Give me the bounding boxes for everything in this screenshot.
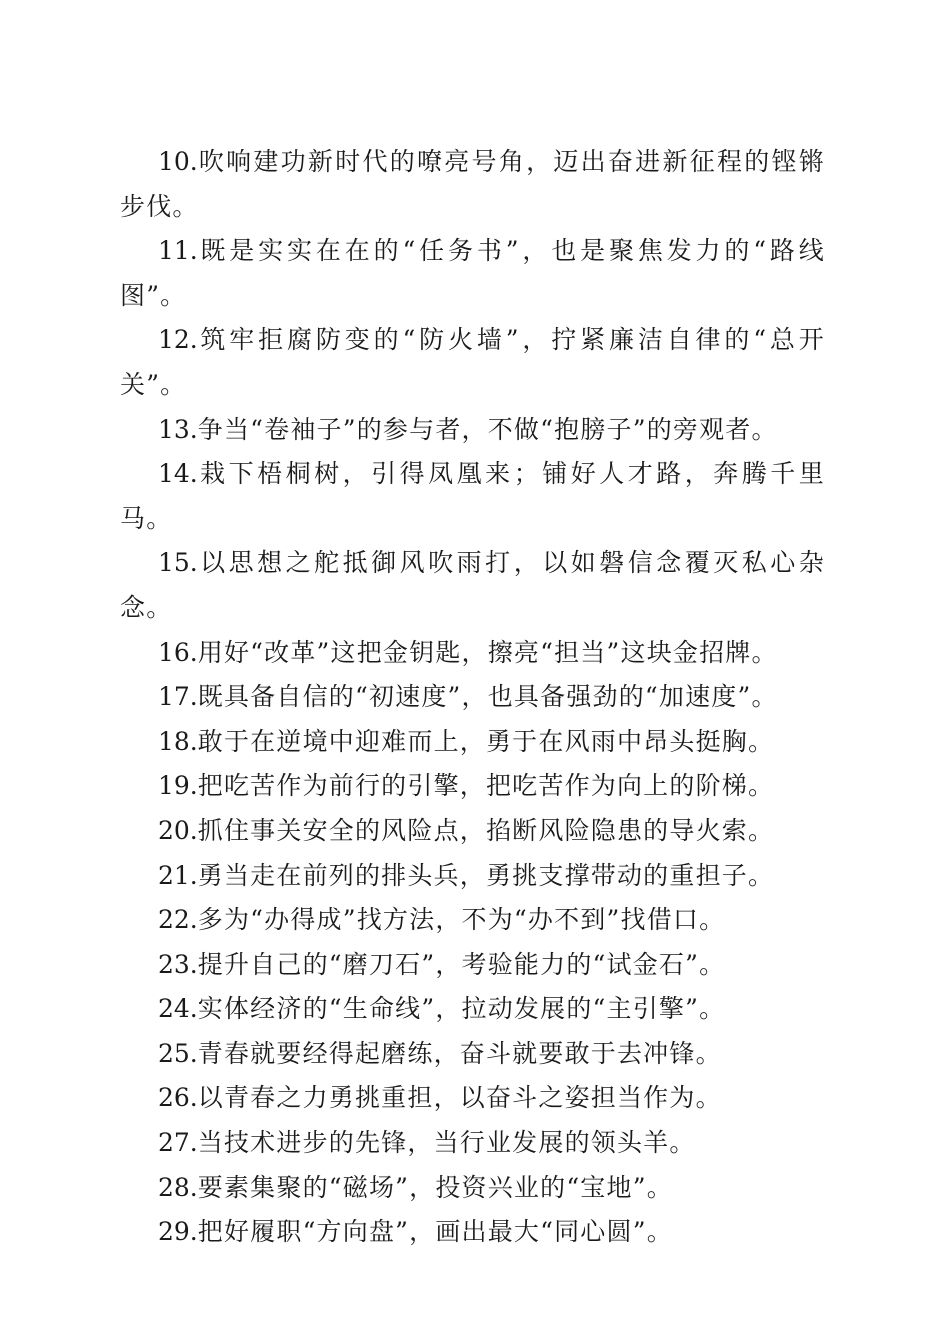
item-number: 17.	[158, 682, 198, 712]
item-number: 22.	[158, 905, 198, 935]
item-text: 吹响建功新时代的嘹亮号角，迈出奋进新征程的铿锵步伐。	[120, 147, 825, 221]
item-text: 当技术进步的先锋，当行业发展的领头羊。	[197, 1128, 696, 1158]
item-number: 10.	[158, 147, 198, 176]
item-text: 筑牢拒腐防变的“防火墙”，拧紧廉洁自律的“总开关”。	[120, 325, 825, 399]
list-item	[120, 1032, 825, 1077]
item-text: 要素集聚的“磁场”，投资兴业的“宝地”。	[197, 1172, 673, 1202]
item-number: 25.	[158, 1038, 198, 1068]
item-number: 23.	[158, 949, 198, 979]
list-item	[120, 987, 825, 1032]
list-item	[120, 898, 825, 943]
list-item	[120, 140, 825, 229]
list-item	[120, 675, 825, 720]
item-number: 26.	[158, 1083, 198, 1113]
item-text: 以青春之力勇挑重担，以奋斗之姿担当作为。	[197, 1083, 722, 1113]
list-item	[120, 229, 825, 318]
item-number: 16.	[158, 637, 198, 667]
item-text: 既是实实在在的“任务书”，也是聚焦发力的“路线图”。	[120, 236, 825, 310]
item-text: 栽下梧桐树，引得凤凰来；铺好人才路，奔腾千里马。	[120, 459, 825, 533]
item-number: 20.	[158, 815, 198, 845]
item-text: 提升自己的“磨刀石”，考验能力的“试金石”。	[197, 949, 726, 979]
list-item	[120, 318, 825, 407]
item-text: 实体经济的“生命线”，拉动发展的“主引擎”。	[197, 994, 726, 1024]
list-item	[120, 809, 825, 854]
list-item	[120, 1076, 825, 1121]
item-text: 勇当走在前列的排头兵，勇挑支撑带动的重担子。	[197, 860, 775, 890]
item-number: 24.	[158, 994, 198, 1024]
list-item	[120, 943, 825, 988]
list-item	[120, 1166, 825, 1211]
item-text: 以思想之舵抵御风吹雨打，以如磐信念覆灭私心杂念。	[120, 548, 825, 622]
list-item	[120, 452, 825, 541]
item-number: 27.	[158, 1128, 198, 1158]
list-item	[120, 1210, 825, 1255]
item-text: 把好履职“方向盘”，画出最大“同心圆”。	[197, 1217, 673, 1247]
item-text: 多为“办得成”找方法，不为“办不到”找借口。	[197, 905, 726, 935]
list-item	[120, 1121, 825, 1166]
item-text: 敢于在逆境中迎难而上，勇于在风雨中昂头挺胸。	[197, 726, 775, 756]
list-item	[120, 854, 825, 899]
item-text: 青春就要经得起磨练，奋斗就要敢于去冲锋。	[197, 1038, 722, 1068]
list-item	[120, 541, 825, 630]
item-number: 28.	[158, 1172, 198, 1202]
item-number: 19.	[158, 771, 198, 801]
list-item	[120, 720, 825, 765]
item-number: 13.	[158, 414, 198, 444]
slogan-list	[120, 140, 825, 1255]
item-text: 争当“卷袖子”的参与者，不做“抱膀子”的旁观者。	[197, 414, 778, 444]
list-item	[120, 764, 825, 809]
item-text: 抓住事关安全的风险点，掐断风险隐患的导火索。	[197, 815, 775, 845]
item-number: 14.	[158, 459, 198, 489]
list-item	[120, 408, 825, 453]
item-number: 29.	[158, 1217, 198, 1247]
item-number: 18.	[158, 726, 198, 756]
item-number: 15.	[158, 548, 198, 578]
item-text: 既具备自信的“初速度”，也具备强劲的“加速度”。	[197, 682, 778, 712]
item-text: 用好“改革”这把金钥匙，擦亮“担当”这块金招牌。	[197, 637, 778, 667]
item-number: 12.	[158, 325, 198, 355]
item-text: 把吃苦作为前行的引擎，把吃苦作为向上的阶梯。	[197, 771, 775, 801]
item-number: 11.	[158, 236, 198, 266]
list-item	[120, 631, 825, 676]
item-number: 21.	[158, 860, 198, 890]
